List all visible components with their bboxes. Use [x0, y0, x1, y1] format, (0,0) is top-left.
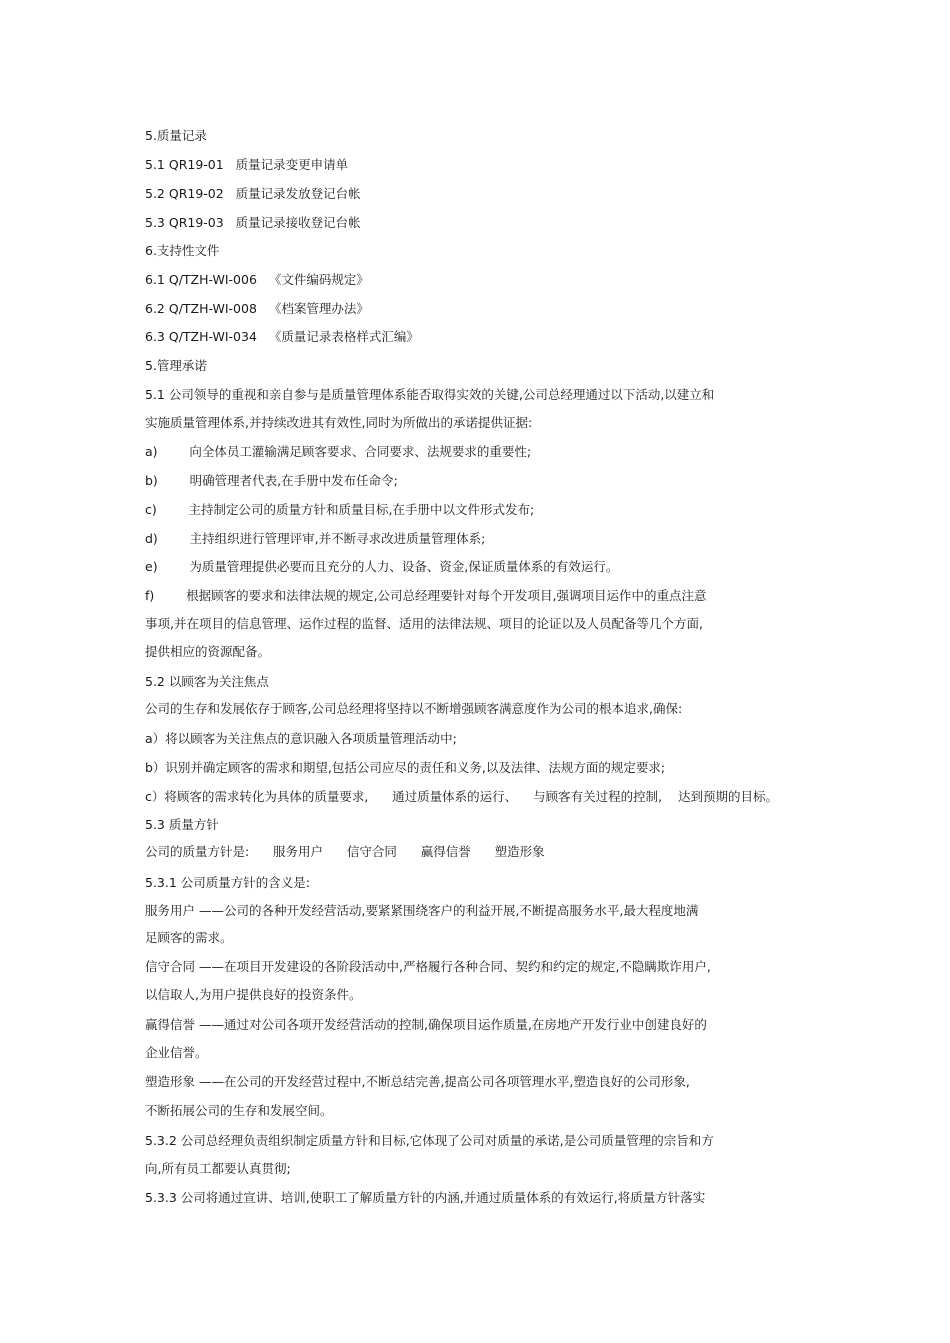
paragraph-line: 信守合同 ——在项目开发建设的各阶段活动中,严格履行各种合同、契约和约定的规定,不隐瞒欺诈用户, [145, 959, 711, 974]
section-heading-quality-records: 5.质量记录 [145, 128, 207, 143]
list-item: d) 主持组织进行管理评审,并不断寻求改进质量管理体系; [145, 531, 486, 546]
paragraph-line: 服务用户 ——公司的各种开发经营活动,要紧紧围绕客户的利益开展,不断提高服务水平,最大程度地满 [145, 903, 699, 918]
list-item: a）将以顾客为关注焦点的意识融入各项质量管理活动中; [145, 731, 457, 746]
paragraph-line: 向,所有员工都要认真贯彻; [145, 1161, 291, 1176]
paragraph-line: 公司的质量方针是: 服务用户 信守合同 赢得信誉 塑造形象 [145, 844, 545, 859]
record-item: 5.1 QR19-01 质量记录变更申请单 [145, 157, 349, 172]
supporting-doc-item: 6.1 Q/TZH-WI-006 《文件编码规定》 [145, 272, 369, 287]
list-item: c) 主持制定公司的质量方针和质量目标,在手册中以文件形式发布; [145, 502, 535, 517]
list-item: c）将顾客的需求转化为具体的质量要求, 通过质量体系的运行、 与顾客有关过程的控制, 达到预期的目标。 [145, 789, 778, 804]
paragraph-line: 足顾客的需求。 [145, 930, 233, 945]
paragraph-line: 赢得信誉 ——通过对公司各项开发经营活动的控制,确保项目运作质量,在房地产开发行业中创建良好的 [145, 1017, 707, 1032]
list-item: a) 向全体员工灌输满足顾客要求、合同要求、法规要求的重要性; [145, 444, 532, 459]
paragraph-line: 提供相应的资源配备。 [145, 644, 271, 659]
record-item: 5.2 QR19-02 质量记录发放登记台帐 [145, 186, 361, 201]
list-item: b）识别并确定顾客的需求和期望,包括公司应尽的责任和义务,以及法律、法规方面的规定要求; [145, 760, 666, 775]
paragraph-line: 事项,并在项目的信息管理、运作过程的监督、适用的法律法规、项目的论证以及人员配备等几个方面, [145, 616, 703, 631]
section-heading-management-commitment: 5.管理承诺 [145, 358, 207, 373]
paragraph-line: 公司的生存和发展依存于顾客,公司总经理将坚持以不断增强顾客满意度作为公司的根本追求,确保: [145, 701, 683, 716]
paragraph-line: 塑造形象 ——在公司的开发经营过程中,不断总结完善,提高公司各项管理水平,塑造良好的公司形象, [145, 1074, 690, 1089]
supporting-doc-item: 6.3 Q/TZH-WI-034 《质量记录表格样式汇编》 [145, 329, 419, 344]
paragraph-line: 实施质量管理体系,并持续改进其有效性,同时为所做出的承诺提供证据: [145, 415, 533, 430]
paragraph-line: 5.3.2 公司总经理负责组织制定质量方针和目标,它体现了公司对质量的承诺,是公司质量管理的宗旨和方 [145, 1133, 714, 1148]
section-heading-quality-policy: 5.3 质量方针 [145, 817, 219, 832]
paragraph-line: 5.1 公司领导的重视和亲自参与是质量管理体系能否取得实效的关键,公司总经理通过以下活动,以建立和 [145, 387, 715, 402]
supporting-doc-item: 6.2 Q/TZH-WI-008 《档案管理办法》 [145, 301, 369, 316]
paragraph-line: 不断拓展公司的生存和发展空间。 [145, 1103, 333, 1118]
paragraph-line: 企业信誉。 [145, 1045, 208, 1060]
section-heading-supporting-docs: 6.支持性文件 [145, 243, 220, 258]
subsection-heading: 5.3.1 公司质量方针的含义是: [145, 875, 310, 890]
record-item: 5.3 QR19-03 质量记录接收登记台帐 [145, 215, 361, 230]
list-item: f) 根据顾客的要求和法律法规的规定,公司总经理要针对每个开发项目,强调项目运作中的重点注意 [145, 588, 707, 603]
list-item: b) 明确管理者代表,在手册中发布任命令; [145, 473, 398, 488]
list-item: e) 为质量管理提供必要而且充分的人力、设备、资金,保证质量体系的有效运行。 [145, 559, 619, 574]
section-heading-customer-focus: 5.2 以顾客为关注焦点 [145, 674, 269, 689]
paragraph-line: 以信取人,为用户提供良好的投资条件。 [145, 987, 362, 1002]
paragraph-line: 5.3.3 公司将通过宣讲、培训,使职工了解质量方针的内涵,并通过质量体系的有效运行,将质量方针落实 [145, 1190, 706, 1205]
